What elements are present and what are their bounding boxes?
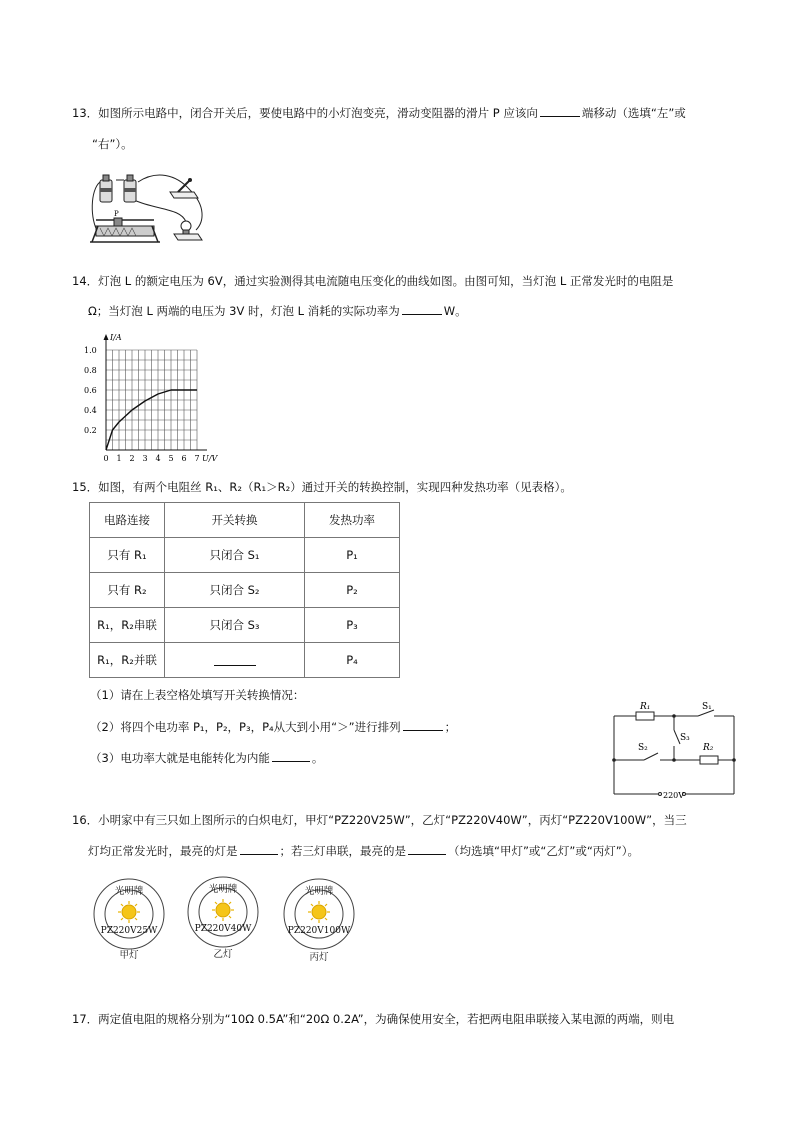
- x-tick-label: 0: [103, 454, 109, 463]
- table-answer-cell[interactable]: [165, 643, 305, 678]
- y-tick-label: 0.2: [84, 426, 97, 435]
- x-tick-label: 4: [155, 454, 161, 463]
- table-cell: P₄: [305, 643, 400, 678]
- q13-line1: 13．如图所示电路中，闭合开关后，要使电路中的小灯泡变亮，滑动变阻器的滑片 P 应该向 端移动（选填“左”或: [72, 106, 686, 120]
- x-tick-label: 1: [116, 454, 122, 463]
- q15-circuit-diagram: [606, 700, 740, 802]
- table-header: 发热功率: [305, 503, 400, 538]
- table-row: [90, 643, 400, 678]
- lamp-yi: [187, 876, 259, 960]
- bulb-icon: [174, 221, 202, 240]
- table-cell: P₃: [305, 608, 400, 643]
- lamp-name: 甲灯: [119, 950, 139, 961]
- y-tick-label: 0.6: [84, 386, 97, 395]
- y-axis-label: I/A: [110, 333, 122, 342]
- table-blank[interactable]: [214, 651, 256, 666]
- svg-text:S₂: S₂: [638, 743, 648, 753]
- q15-sub2-blank[interactable]: [403, 730, 443, 731]
- q14-line1: 14．灯泡 L 的额定电压为 6V，通过实验测得其电流随电压变化的曲线如图。由图可知，当灯泡 L 正常发光时的电阻是: [72, 274, 674, 288]
- table-cell: R₁，R₂并联: [90, 643, 165, 678]
- q14-line2: Ω；当灯泡 L 两端的电压为 3V 时，灯泡 L 消耗的实际功率为 W。: [88, 304, 467, 318]
- table-cell: 只有 R₁: [90, 538, 165, 573]
- lamp-brand: 光明牌: [114, 886, 144, 897]
- rheostat-icon: [90, 210, 160, 242]
- lamp-brand: 光明牌: [304, 886, 334, 897]
- x-tick-label: 6: [181, 454, 187, 463]
- q13-blank[interactable]: [540, 116, 580, 117]
- x-tick-label: 7: [194, 454, 200, 463]
- q13-line2: “右”）。: [92, 137, 133, 151]
- x-tick-label: 2: [129, 454, 135, 463]
- y-tick-label: 0.8: [84, 366, 97, 375]
- q14-blank[interactable]: [402, 314, 442, 315]
- svg-text:R₂: R₂: [703, 743, 714, 753]
- q16-blank-1[interactable]: [240, 854, 278, 855]
- table-header-row: [90, 503, 400, 538]
- switch-table: [89, 502, 400, 678]
- svg-text:P: P: [114, 210, 119, 218]
- q15-sub3-blank[interactable]: [272, 761, 310, 762]
- table-row: [90, 538, 400, 573]
- table-cell: 只闭合 S₃: [165, 608, 305, 643]
- q13-circuit-figure: [86, 170, 208, 252]
- table-cell: 只闭合 S₁: [165, 538, 305, 573]
- table-row: [90, 608, 400, 643]
- x-axis-label: U/V: [202, 454, 218, 463]
- lamp-spec: PZ220V100W: [287, 926, 351, 936]
- lamp-bing: [283, 878, 355, 963]
- table-header: 开关转换: [165, 503, 305, 538]
- q17-line1: 17．两定值电阻的规格分别为“10Ω 0.5A”和“20Ω 0.2A”，为确保使用安全，若把两电阻串联接入某电源的两端，则电: [72, 1012, 675, 1026]
- y-axis-arrow: [104, 334, 109, 340]
- table-cell: P₂: [305, 573, 400, 608]
- lamp-name: 丙灯: [309, 952, 329, 963]
- q15-sub3: （3）电功率大就是电能转化为内能 。: [90, 751, 324, 765]
- x-tick-label: 3: [142, 454, 148, 463]
- lamp-spec: PZ220V40W: [194, 924, 252, 934]
- table-cell: 只有 R₂: [90, 573, 165, 608]
- q15-line1: 15．如图，有两个电阻丝 R₁、R₂（R₁＞R₂）通过开关的转换控制，实现四种发热功率（见表格）。: [72, 480, 572, 494]
- lamp-jia: [93, 878, 165, 961]
- iv-chart: [82, 330, 232, 472]
- knife-switch-icon: [170, 178, 198, 198]
- table-row: [90, 573, 400, 608]
- table-header: 电路连接: [90, 503, 165, 538]
- q16-blank-2[interactable]: [408, 854, 446, 855]
- table-cell: 只闭合 S₂: [165, 573, 305, 608]
- y-tick-label: 1.0: [84, 346, 97, 355]
- q15-sub1: （1）请在上表空格处填写开关转换情况：: [90, 688, 305, 702]
- lamp-name: 乙灯: [213, 949, 233, 960]
- svg-text:R₁: R₁: [640, 702, 651, 712]
- lamp-brand: 光明牌: [208, 884, 238, 895]
- lamp-spec: PZ220V25W: [100, 926, 158, 936]
- y-tick-label: 0.4: [84, 406, 97, 415]
- svg-text:220V: 220V: [663, 791, 685, 800]
- table-cell: R₁，R₂串联: [90, 608, 165, 643]
- q15-sub2: （2）将四个电功率 P₁，P₂，P₃，P₄从大到小用“＞”进行排列 ；: [90, 720, 457, 734]
- x-tick-label: 5: [168, 454, 174, 463]
- battery-icon: [100, 175, 136, 202]
- svg-text:S₁: S₁: [702, 702, 712, 712]
- table-cell: P₁: [305, 538, 400, 573]
- q16-line2: 灯均正常发光时，最亮的灯是 ；若三灯串联，最亮的是 （均选填“甲灯”或“乙灯”或“丙灯”）。: [88, 844, 639, 858]
- q16-line1: 16．小明家中有三只如上图所示的白炽电灯，甲灯“PZ220V25W”，乙灯“PZ220V40W”，丙灯“PZ220V100W”，当三: [72, 813, 687, 827]
- svg-text:S₃: S₃: [680, 733, 690, 743]
